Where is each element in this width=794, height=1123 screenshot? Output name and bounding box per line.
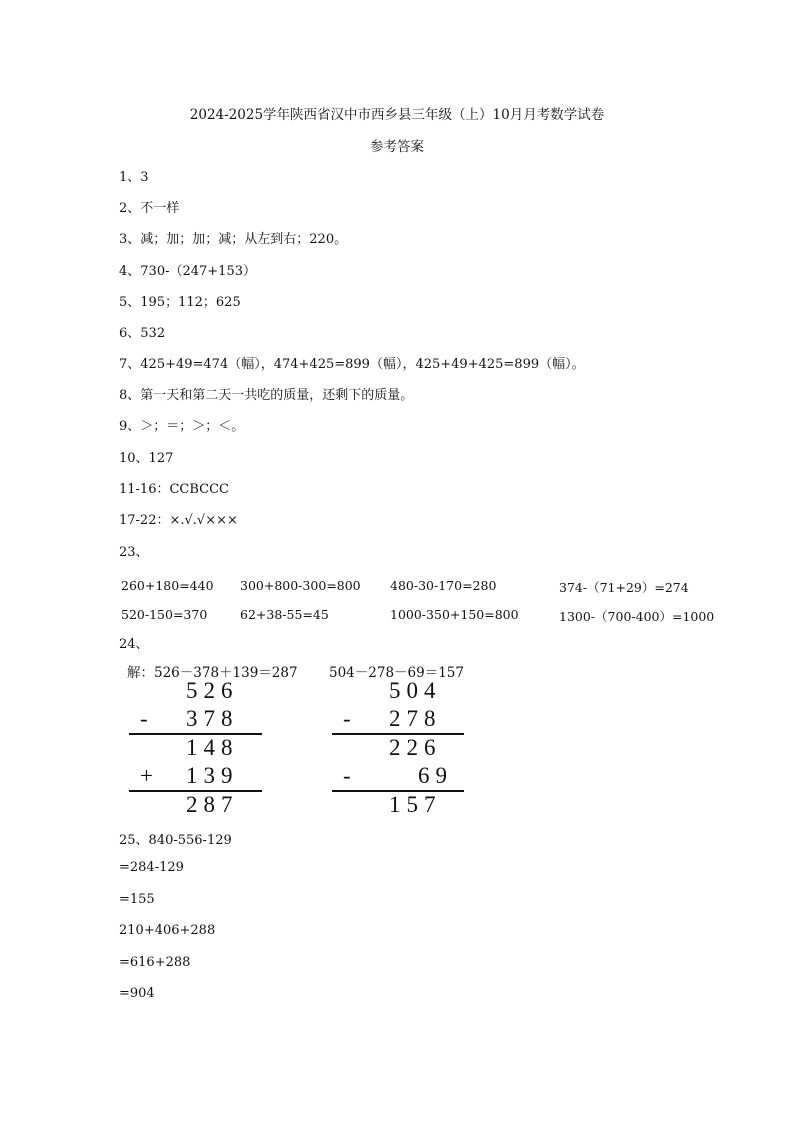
answer-2: 2、不一样 — [119, 201, 180, 216]
q25-step-3: 210+406+288 — [119, 923, 216, 938]
answer-8: 8、第一天和第二天一共吃的质量，还剩下的质量。 — [119, 388, 414, 403]
answer-7: 7、425+49=474（幅），474+425=899（幅），425+49+425=899（幅）。 — [119, 357, 585, 372]
calc-number: 226 — [389, 735, 442, 760]
calc-number: 504 — [389, 678, 442, 703]
calc-number: 378 — [186, 706, 239, 731]
calc-operator: - — [140, 706, 154, 731]
answer-1: 1、3 — [119, 170, 149, 185]
calc-number: 148 — [186, 735, 239, 760]
calc-operator: + — [140, 763, 159, 788]
calc-number: 69 — [418, 763, 453, 788]
q23-equation-8: 1300-（700-400）=1000 — [559, 609, 715, 624]
calc-number: 139 — [186, 763, 239, 788]
q25-step-2: =155 — [119, 892, 155, 907]
q25-step-1: =284-129 — [119, 860, 184, 875]
answer-9: 9、＞；＝；＞；＜。 — [119, 419, 245, 434]
q25-step-4: =616+288 — [119, 955, 191, 970]
q24-left-header: 解：526－378＋139＝287 — [127, 665, 298, 681]
calc-operator: - — [343, 706, 357, 731]
answer-key-heading: 参考答案 — [370, 139, 424, 155]
q25-step-5: =904 — [119, 986, 155, 1001]
q24-right-header: 504－278－69＝157 — [329, 665, 464, 681]
answer-24-label: 24、 — [119, 637, 149, 652]
answer-3: 3、减；加；加；减；从左到右；220。 — [119, 232, 348, 247]
calc-number: 526 — [186, 678, 239, 703]
calc-result: 287 — [186, 792, 239, 817]
q23-equation-5: 520-150=370 — [121, 607, 208, 622]
q23-equation-3: 480-30-170=280 — [390, 578, 497, 593]
calc-result: 157 — [389, 792, 442, 817]
document-title: 2024-2025学年陕西省汉中市西乡县三年级（上）10月月考数学试卷 — [189, 107, 605, 123]
answer-10: 10、127 — [119, 451, 174, 466]
calc-operator: - — [343, 763, 357, 788]
q23-equation-7: 1000-350+150=800 — [390, 607, 519, 622]
answer-4: 4、730-（247+153） — [119, 264, 256, 279]
q23-equation-1: 260+180=440 — [121, 578, 214, 593]
answer-5: 5、195；112；625 — [119, 295, 241, 310]
q23-equation-2: 300+800-300=800 — [240, 578, 361, 593]
answer-11-16: 11-16：CCBCCC — [119, 482, 230, 497]
q23-equation-6: 62+38-55=45 — [240, 607, 329, 622]
answer-6: 6、532 — [119, 326, 166, 341]
answer-17-22: 17-22：×.√.√××× — [119, 513, 238, 528]
answer-23-label: 23、 — [119, 545, 149, 560]
q23-equation-4: 374-（71+29）=274 — [559, 580, 689, 595]
answer-25: 25、840-556-129 — [119, 833, 232, 848]
calc-number: 278 — [389, 706, 442, 731]
